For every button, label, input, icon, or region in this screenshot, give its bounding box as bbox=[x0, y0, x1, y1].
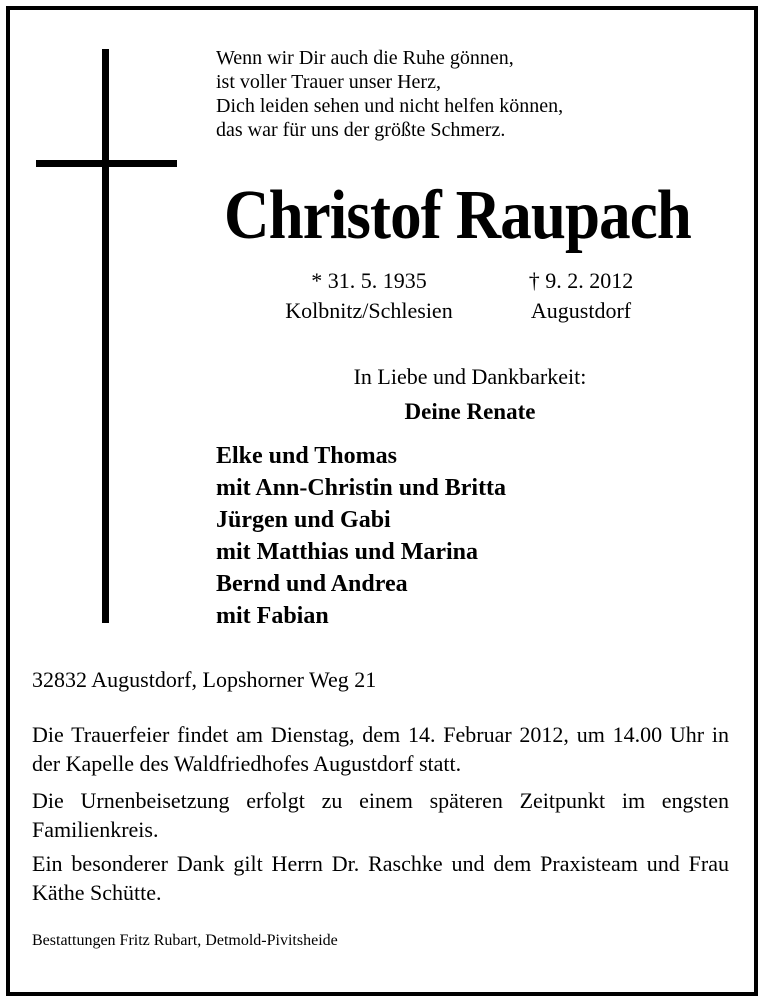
birth-date: * 31. 5. 1935 bbox=[311, 268, 427, 293]
funeral-service-text: Die Trauerfeier findet am Dienstag, dem 14. Februar 2012, um 14.00 Uhr in der Kapelle des Waldfriedhofes Augustdorf statt. bbox=[32, 722, 729, 776]
poem bbox=[216, 46, 563, 142]
mourners-spouse: Deine Renate bbox=[404, 399, 536, 424]
family-line: Jürgen und Gabi bbox=[216, 507, 391, 533]
death-info bbox=[510, 266, 652, 326]
death-date: † 9. 2. 2012 bbox=[528, 268, 634, 293]
family-address: 32832 Augustdorf, Lopshorner Weg 21 bbox=[32, 667, 377, 692]
cross-icon-vertical bbox=[102, 49, 109, 623]
poem-line: Dich leiden sehen und nicht helfen können, bbox=[216, 95, 564, 117]
family-line: Elke und Thomas bbox=[216, 443, 397, 469]
birth-place: Kolbnitz/Schlesien bbox=[285, 298, 453, 323]
birth-info bbox=[258, 266, 480, 326]
family-line: Bernd und Andrea bbox=[216, 571, 408, 597]
family-line: mit Matthias und Marina bbox=[216, 539, 479, 565]
mourners-intro: In Liebe und Dankbarkeit: bbox=[353, 364, 587, 389]
thanks-text: Ein besonderer Dank gilt Herrn Dr. Raschke und dem Praxisteam und Frau Käthe Schütte. bbox=[32, 851, 729, 905]
family-line: mit Fabian bbox=[216, 603, 329, 629]
deceased-name: Christof Raupach bbox=[224, 177, 691, 254]
poem-line: das war für uns der größte Schmerz. bbox=[216, 119, 506, 141]
poem-line: ist voller Trauer unser Herz, bbox=[216, 71, 441, 93]
poem-line: Wenn wir Dir auch die Ruhe gönnen, bbox=[216, 47, 514, 69]
family-list bbox=[216, 440, 506, 632]
cross-icon-horizontal bbox=[36, 160, 177, 167]
death-place: Augustdorf bbox=[530, 298, 632, 323]
urn-burial-text: Die Urnenbeisetzung erfolgt zu einem späteren Zeitpunkt im engsten Familienkreis. bbox=[32, 788, 729, 842]
undertaker-credit: Bestattungen Fritz Rubart, Detmold-Pivitsheide bbox=[32, 932, 338, 949]
family-line: mit Ann-Christin und Britta bbox=[216, 475, 507, 501]
